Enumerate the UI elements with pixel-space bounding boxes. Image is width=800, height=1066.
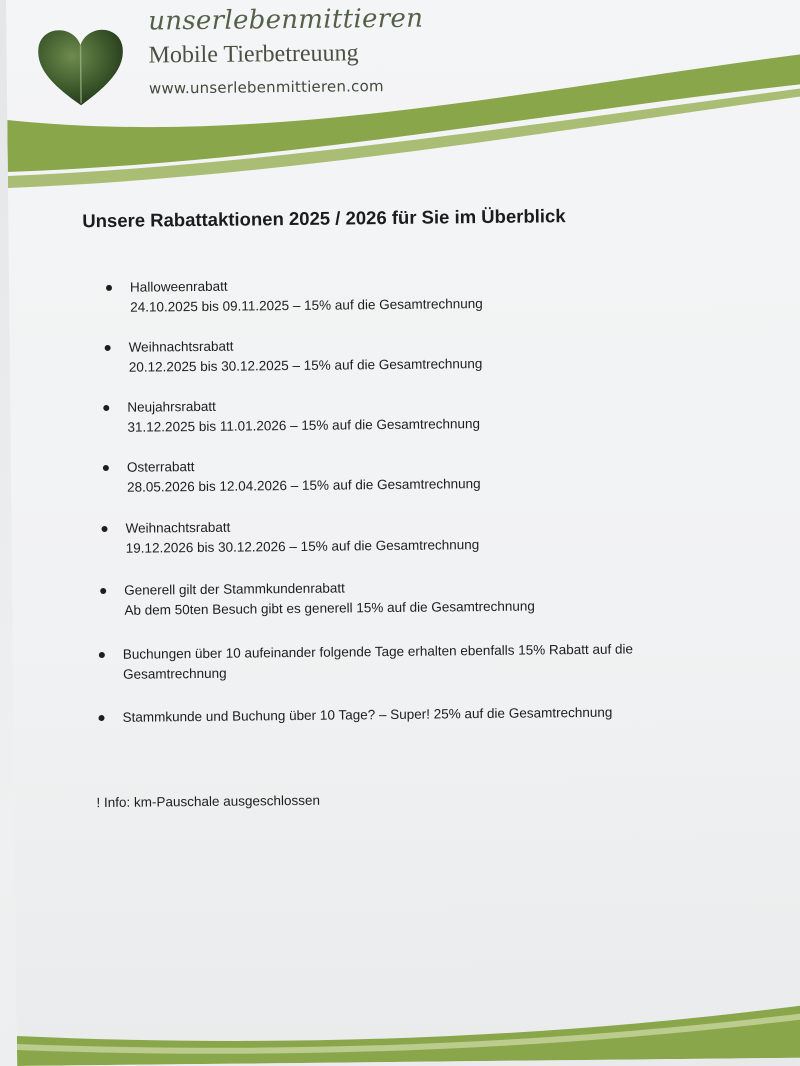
page-title: Unsere Rabattaktionen 2025 / 2026 für Sie im Überblick [82,205,566,232]
brand-block [148,4,424,98]
offer-detail: 19.12.2026 bis 30.12.2026 – 15% auf die Gesamtrechnung [125,537,480,556]
offer-title: Weihnachtsrabatt [128,338,234,355]
bullet-icon [103,405,109,411]
list-item [122,703,612,728]
bullet-icon [100,588,106,594]
bullet-icon [102,526,108,532]
brand-subtitle: Mobile Tierbetreuung [148,40,359,69]
bullet-icon [103,465,109,471]
flyer-page [6,0,800,1066]
offer-title: Stammkunde und Buchung über 10 Tage? – Super! 25% auf die Gesamtrechnung [122,704,613,725]
list-item [127,454,481,498]
list-item [124,576,535,620]
offer-title: Weihnachtsrabatt [125,519,231,536]
offer-title: Buchungen über 10 aufeinander folgende Tage erhalten ebenfalls 15% Rabatt auf die [122,641,634,662]
offer-title: Neujahrsrabatt [127,398,216,415]
bullet-icon [98,715,104,721]
footer-swoosh [17,998,800,1066]
offer-detail: Gesamtrechnung [122,665,227,682]
offer-detail: 24.10.2025 bis 09.11.2025 – 15% auf die Gesamtrechnung [130,296,483,315]
list-item [127,394,480,438]
offer-detail: 20.12.2025 bis 30.12.2025 – 15% auf die Gesamtrechnung [128,356,483,375]
offer-detail: 28.05.2026 bis 12.04.2026 – 15% auf die Gesamtrechnung [127,476,481,495]
offer-title: Generell gilt der Stammkundenrabatt [124,580,345,598]
list-item [123,639,634,684]
offer-detail: Ab dem 50ten Besuch gibt es generell 15% auf die Gesamtrechnung [124,598,535,618]
bullet-icon [99,652,105,658]
bullet-icon [105,345,111,351]
list-item [130,274,483,318]
heart-leaf-icon [34,25,127,110]
list-item [125,515,479,559]
brand-url: www.unserlebenmittieren.com [148,77,384,98]
list-item [129,334,483,378]
offer-title: Osterrabatt [126,459,195,475]
brand-name: unserlebenmittieren [148,3,424,37]
offer-title: Halloweenrabatt [129,278,228,295]
info-note: ! Info: km-Pauschale ausgeschlossen [96,792,321,811]
bullet-icon [106,285,112,291]
offer-detail: 31.12.2025 bis 11.01.2026 – 15% auf die Gesamtrechnung [127,416,481,435]
